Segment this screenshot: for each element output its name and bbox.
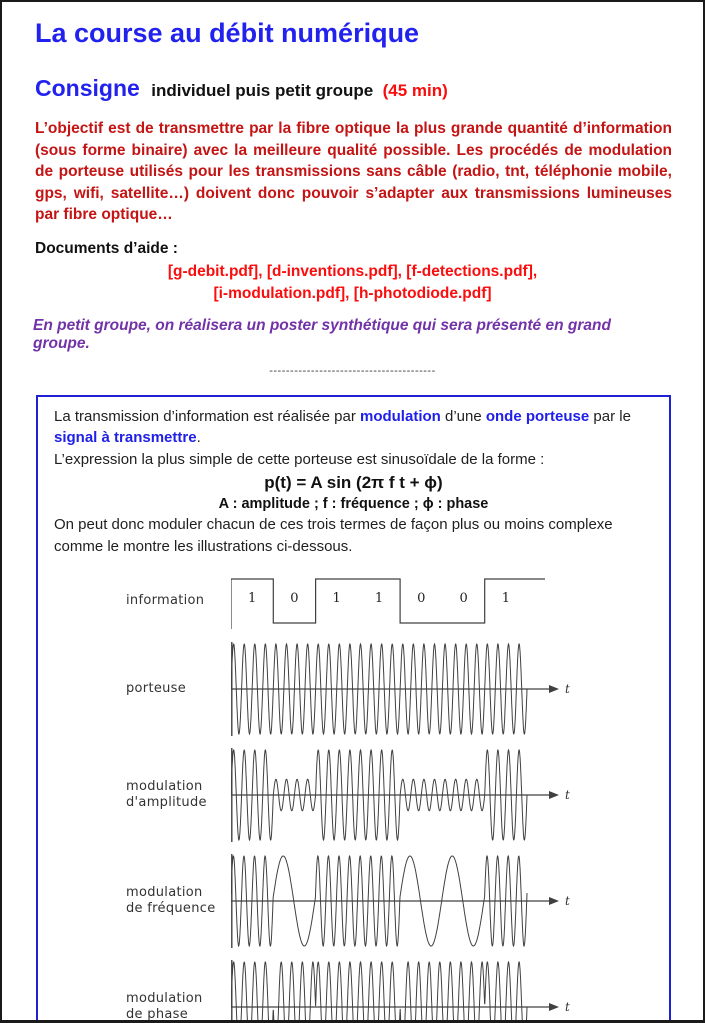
expression-line: L’expression la plus simple de cette porteuse est sinusoïdale de la forme : (54, 450, 545, 468)
axis-arrow (549, 1003, 559, 1011)
docs-heading: Documents d’aide : (35, 239, 178, 257)
axis-arrow (549, 791, 559, 799)
intro-text-1: La transmission d’information est réalisée par (54, 407, 360, 425)
intro-text-3: par le (589, 407, 631, 425)
modulation-figure (54, 571, 653, 1023)
formula-legend: A : amplitude ; f : fréquence ; ϕ : phase (218, 496, 489, 512)
box-intro-paragraph (54, 406, 653, 449)
wave-row-fm (54, 849, 653, 953)
carrier-formula: p(t) = A sin (2π f t + ϕ) (264, 473, 443, 492)
dashed-separator: ---------------------------------------- (269, 364, 436, 377)
doc-links-line-1: [g-debit.pdf], [d-inventions.pdf], [f-detections.pdf], (167, 262, 538, 280)
bit-digit: 1 (374, 591, 384, 606)
doc-links (33, 261, 672, 305)
wave-row-label: information (126, 593, 205, 608)
bit-digit: 0 (290, 591, 299, 606)
keyword-onde-porteuse: onde porteuse (485, 407, 590, 425)
axis-label-t: t (565, 1000, 570, 1014)
wave-row-label: modulation d'amplitude (126, 779, 207, 810)
axis-label-t: t (565, 682, 570, 696)
intro-text-4: . (196, 429, 201, 446)
group-note: En petit groupe, on réalisera un poster synthétique qui sera présenté en grand groupe. (33, 316, 611, 352)
keyword-signal-a-transmettre: signal à transmettre (54, 429, 197, 446)
wave-row-label: modulation de phase (126, 991, 203, 1022)
wave-row-digital (54, 571, 653, 631)
keyword-modulation: modulation (359, 407, 441, 425)
objective-paragraph: L’objectif est de transmettre par la fibre optique la plus grande quantité d’information (sous forme binaire) avec la meilleure qualité possible. Les procédés de modulation de porteuse utilisés pour les transmissions sans câble (radio, tnt, téléphonie mobile, gps, wifi, satellite…) doivent donc pouvoir s’adapter aux transmissions lumineuses par fibre optique… (35, 120, 672, 223)
wave-row-pm (54, 955, 653, 1023)
doc-links-line-2: [i-modulation.pdf], [h-photodiode.pdf] (213, 284, 492, 302)
bit-digit: 0 (417, 591, 426, 606)
bit-digit: 0 (459, 591, 468, 606)
wave-row-am (54, 743, 653, 847)
page-title: La course au débit numérique (35, 18, 420, 48)
wave-row-label: modulation de fréquence (126, 885, 216, 916)
axis-arrow (549, 685, 559, 693)
consigne-subtitle: individuel puis petit groupe (151, 81, 374, 100)
bit-digit: 1 (332, 591, 341, 606)
bit-digit: 1 (247, 591, 257, 606)
axis-label-t: t (565, 894, 570, 908)
moduler-line: On peut donc moduler chacun de ces trois termes de façon plus ou moins complexe comme le montre les illustrations ci-dessous. (54, 516, 613, 555)
waveform-fm (231, 849, 579, 953)
waveform-pm (231, 955, 579, 1023)
waveform-digital (231, 571, 579, 631)
intro-text-2: d’une (440, 407, 486, 425)
axis-arrow (549, 897, 559, 905)
consigne-duration: (45 min) (382, 81, 448, 100)
consigne-heading: Consigne (35, 75, 140, 101)
waveform-am (231, 743, 579, 847)
wave-row-carrier (54, 637, 653, 741)
consigne-line (35, 75, 672, 102)
waveform-carrier (231, 637, 579, 741)
axis-label-t: t (565, 788, 570, 802)
modulation-info-box (36, 395, 671, 1023)
bit-digit: 1 (501, 591, 511, 606)
wave-row-label: porteuse (126, 681, 187, 696)
